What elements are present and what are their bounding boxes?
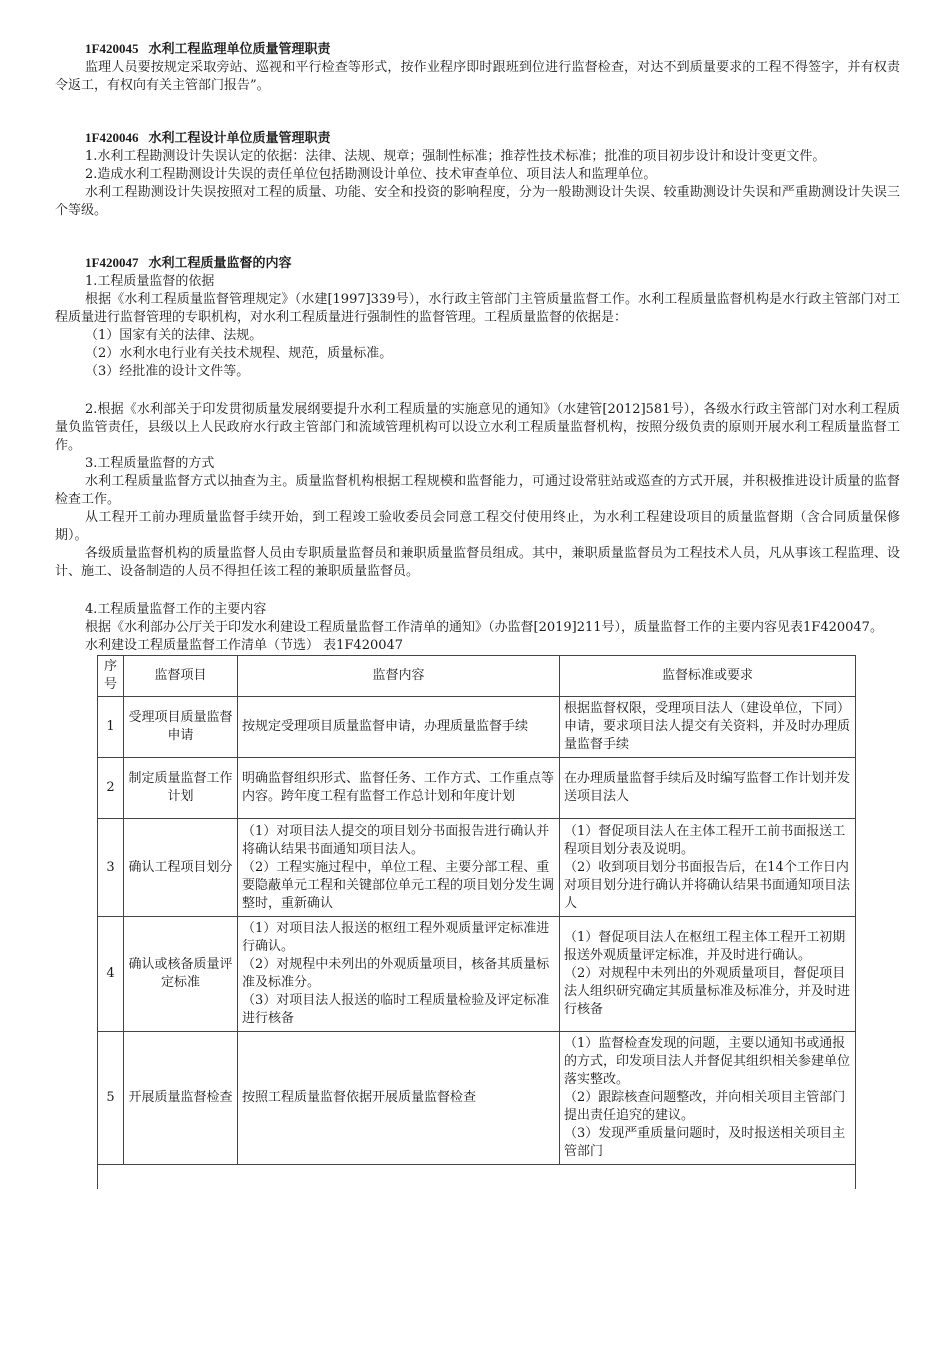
section-code: 1F420045 bbox=[85, 41, 139, 56]
paragraph: 从工程开工前办理质量监督手续开始，到工程竣工验收委员会同意工程交付使用终止，为水利工程建设项目的质量监督期（含合同质量保修期）。 bbox=[55, 510, 900, 543]
cell-content bbox=[238, 758, 560, 819]
cell-item: 确认或核备质量评定标准 bbox=[124, 917, 238, 1032]
table-caption: 水利建设工程质量监督工作清单（节选） 表1F420047 bbox=[85, 638, 404, 653]
cell-line: 明确监督组织形式、监督任务、工作方式、工作重点等内容。跨年度工程有监督工作总计划和年度计划 bbox=[242, 771, 555, 804]
cell-standard bbox=[560, 697, 856, 758]
document-page bbox=[55, 40, 900, 1189]
list-item: （1）国家有关的法律、法规。 bbox=[85, 328, 263, 343]
section-code: 1F420047 bbox=[85, 255, 139, 270]
cell-standard bbox=[560, 819, 856, 917]
cell-line: （1）对项目法人提交的项目划分书面报告进行确认并将确认结果书面通知项目法人。 bbox=[242, 823, 550, 857]
cell-line: （2）对规程中未列出的外观质量项目，督促项目法人组织研究确定其质量标准及标准分，并及时进行核备 bbox=[564, 966, 851, 1017]
cell-item: 受理项目质量监督申请 bbox=[124, 697, 238, 758]
supervision-table bbox=[97, 655, 856, 1189]
table-row bbox=[98, 697, 856, 758]
table-row bbox=[98, 917, 856, 1032]
cell-standard bbox=[560, 1032, 856, 1165]
section-heading-1f420047 bbox=[55, 254, 900, 273]
list-item: （3）经批准的设计文件等。 bbox=[85, 364, 250, 379]
paragraph: 水利工程质量监督方式以抽查为主。质量监督机构根据工程规模和监督能力，可通过设常驻站或巡查的方式开展，并积极推进设计质量的监督检查工作。 bbox=[55, 474, 900, 507]
paragraph: 4.工程质量监督工作的主要内容 bbox=[85, 602, 267, 617]
header-content: 监督内容 bbox=[238, 656, 560, 697]
cell-line: （1）对项目法人报送的枢纽工程外观质量评定标准进行确认。 bbox=[242, 921, 550, 954]
cell-line: 按照工程质量监督依据开展质量监督检查 bbox=[242, 1090, 477, 1105]
cell-line: （2）收到项目划分书面报告后，在14个工作日内对项目划分进行确认并将确认结果书面通知项目法人 bbox=[564, 859, 851, 911]
table-header-row bbox=[98, 656, 856, 697]
cell-content bbox=[238, 697, 560, 758]
cell-line: （1）督促项目法人在枢纽工程主体工程开工初期报送外观质量评定标准，并及时进行确认。 bbox=[564, 930, 846, 963]
section-heading-1f420045 bbox=[55, 40, 900, 59]
paragraph: 根据《水利部办公厅关于印发水利建设工程质量监督工作清单的通知》（办监督[2019]211号），质量监督工作的主要内容见表1F420047。 bbox=[85, 620, 883, 635]
cell-line: （3）发现严重质量问题时，及时报送相关项目主管部门 bbox=[564, 1126, 846, 1159]
cell-content bbox=[238, 917, 560, 1032]
section-heading-1f420046 bbox=[55, 129, 900, 148]
continuation-cell bbox=[98, 1165, 856, 1190]
table-row bbox=[98, 758, 856, 819]
header-item: 监督项目 bbox=[124, 656, 238, 697]
paragraph: 水利工程勘测设计失误按照对工程的质量、功能、安全和投资的影响程度，分为一般勘测设计失误、较重勘测设计失误和严重勘测设计失误三个等级。 bbox=[55, 185, 900, 218]
cell-content bbox=[238, 1032, 560, 1165]
cell-line: 在办理质量监督手续后及时编写监督工作计划并发送项目法人 bbox=[564, 771, 851, 804]
header-standard: 监督标准或要求 bbox=[560, 656, 856, 697]
paragraph: 监理人员要按规定采取旁站、巡视和平行检查等形式，按作业程序即时跟班到位进行监督检查，对达不到质量要求的工程不得签字，并有权责令返工，有权向有关主管部门报告”。 bbox=[55, 60, 900, 93]
cell-line: （2）对规程中未列出的外观质量项目，核备其质量标准及标准分。 bbox=[242, 957, 550, 990]
cell-line: （3）对项目法人报送的临时工程质量检验及评定标准进行核备 bbox=[242, 993, 550, 1026]
paragraph: 根据《水利工程质量监督管理规定》（水建[1997]339号），水行政主管部门主管质量监督工作。水利工程质量监督机构是水行政主管部门对工程质量进行监督管理的专职机构，对水利工程质量进行强制性的监督管理。工程质量监督的依据是： bbox=[55, 292, 900, 325]
paragraph: 2.造成水利工程勘测设计失误的责任单位包括勘测设计单位、技术审查单位、项目法人和监理单位。 bbox=[85, 167, 657, 182]
section-title: 水利工程监理单位质量管理职责 bbox=[148, 42, 331, 57]
paragraph: 3.工程质量监督的方式 bbox=[85, 456, 215, 471]
list-item: （2）水利水电行业有关技术规程、规范，质量标准。 bbox=[85, 346, 393, 361]
table-row bbox=[98, 819, 856, 917]
header-no: 序号 bbox=[98, 656, 124, 697]
paragraph: 1.水利工程勘测设计失误认定的依据：法律、法规、规章；强制性标准；推荐性技术标准；批准的项目初步设计和设计变更文件。 bbox=[85, 149, 826, 164]
cell-content bbox=[238, 819, 560, 917]
cell-line: 根据监督权限，受理项目法人（建设单位，下同）申请，要求项目法人提交有关资料，并及时办理质量监督手续 bbox=[564, 701, 851, 752]
paragraph: 2.根据《水利部关于印发贯彻质量发展纲要提升水利工程质量的实施意见的通知》（水建管[2012]581号），各级水行政主管部门对水利工程质量负监管责任，县级以上人民政府水行政主管部门和流域管理机构可以设立水利工程质量监督机构，按照分级负责的原则开展水利工程质量监督工作。 bbox=[55, 402, 900, 453]
cell-no: 2 bbox=[98, 758, 124, 819]
cell-no: 5 bbox=[98, 1032, 124, 1165]
cell-line: （2）工程实施过程中，单位工程、主要分部工程、重要隐蔽单元工程和关键部位单元工程的项目划分发生调整时，重新确认 bbox=[242, 859, 555, 911]
cell-no: 1 bbox=[98, 697, 124, 758]
cell-standard bbox=[560, 917, 856, 1032]
section-title: 水利工程质量监督的内容 bbox=[148, 256, 292, 271]
cell-line: （1）督促项目法人在主体工程开工前书面报送工程项目划分表及说明。 bbox=[564, 823, 846, 857]
cell-no: 3 bbox=[98, 819, 124, 917]
cell-item: 确认工程项目划分 bbox=[124, 819, 238, 917]
cell-standard bbox=[560, 758, 856, 819]
cell-line: （1）监督检查发现的问题，主要以通知书或通报的方式，印发项目法人并督促其组织相关参建单位落实整改。 bbox=[564, 1036, 851, 1087]
table-row-continued bbox=[98, 1165, 856, 1190]
section-title: 水利工程设计单位质量管理职责 bbox=[148, 131, 331, 146]
cell-line: 按规定受理项目质量监督申请，办理质量监督手续 bbox=[242, 719, 529, 734]
cell-item: 开展质量监督检查 bbox=[124, 1032, 238, 1165]
cell-item: 制定质量监督工作计划 bbox=[124, 758, 238, 819]
table-row bbox=[98, 1032, 856, 1165]
cell-line: （2）跟踪核查问题整改，并向相关项目主管部门提出责任追究的建议。 bbox=[564, 1090, 846, 1123]
cell-no: 4 bbox=[98, 917, 124, 1032]
paragraph: 1.工程质量监督的依据 bbox=[85, 274, 215, 289]
paragraph: 各级质量监督机构的质量监督人员由专职质量监督员和兼职质量监督员组成。其中，兼职质量监督员为工程技术人员，凡从事该工程监理、设计、施工、设备制造的人员不得担任该工程的兼职质量监督员。 bbox=[55, 546, 900, 579]
section-code: 1F420046 bbox=[85, 130, 139, 145]
